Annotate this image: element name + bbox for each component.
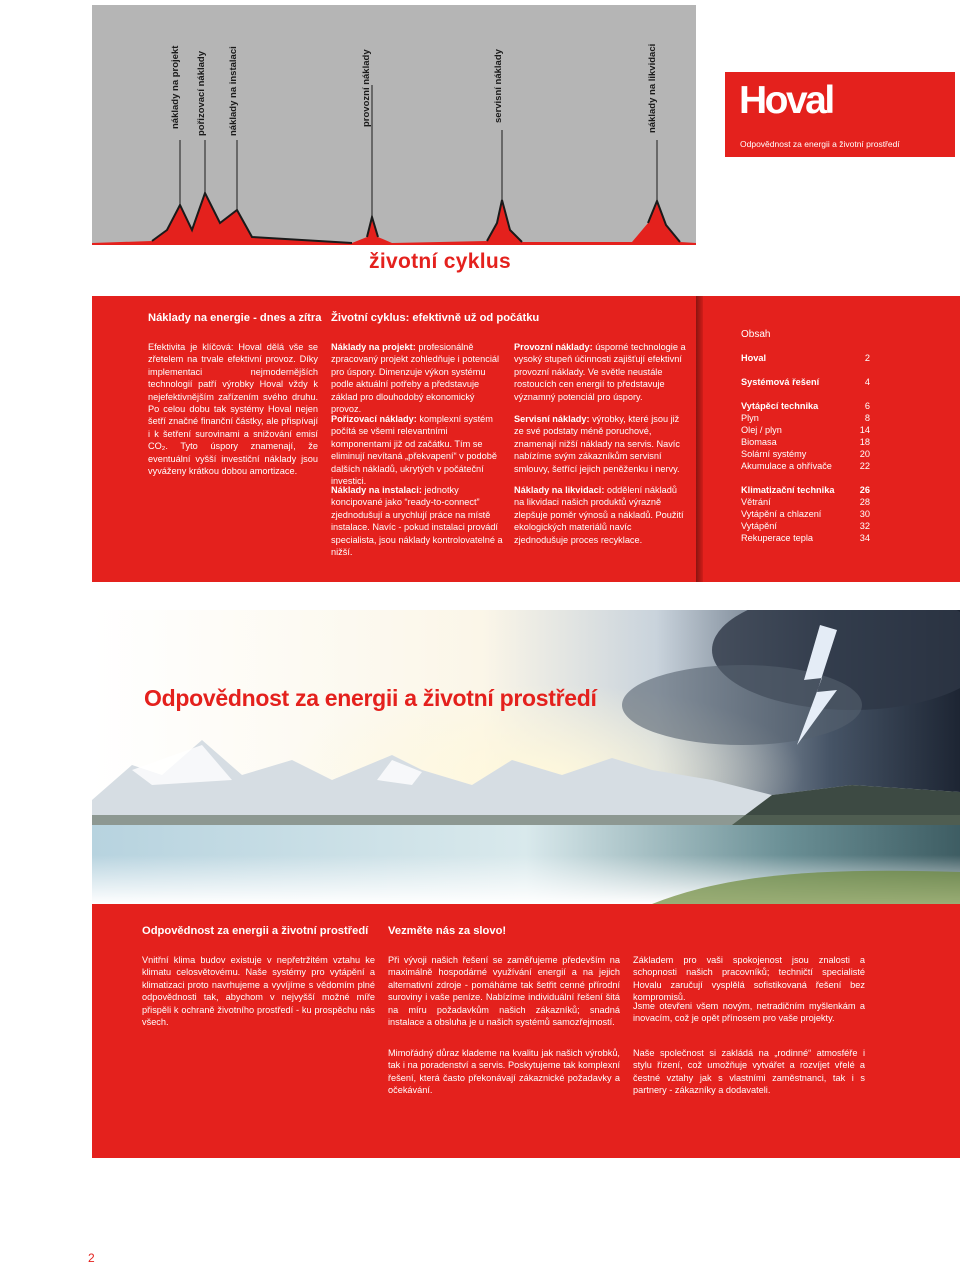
toc-item-label: Klimatizační technika bbox=[741, 485, 835, 495]
toc-item-page: 4 bbox=[864, 377, 870, 387]
lifecycle-chart bbox=[92, 5, 696, 245]
item-instalace-label: Náklady na instalaci: bbox=[331, 485, 422, 495]
toc-item-label: Hoval bbox=[741, 353, 767, 363]
lifecycle-label-instalace: náklady na instalaci bbox=[228, 46, 239, 136]
toc-item[interactable] bbox=[741, 401, 870, 411]
toc-item-page: 30 bbox=[859, 509, 870, 519]
page-number: 2 bbox=[88, 1251, 95, 1265]
toc-item-page: 22 bbox=[859, 461, 870, 471]
toc-item[interactable] bbox=[741, 461, 870, 471]
toc-item-page: 26 bbox=[859, 485, 870, 495]
toc-item[interactable] bbox=[741, 449, 870, 459]
toc-item-label: Rekuperace tepla bbox=[741, 533, 814, 543]
family-text: Naše společnost si zakládá na „rodinné“ atmosféře i stylu řízení, což umožňuje vytvářet a rozvíjet vřelé a čestné vztahy jak s vlastními zaměstnanci, tak i s partnery - zákazníky a dodavateli. bbox=[633, 1048, 865, 1096]
take-our-word-text-2: Mimořádný důraz klademe na kvalitu jak našich výrobků, tak i na poradenství a servis. Poskytujeme tak komplexní řešení, která často překonávají zákaznické požadavky a očekávání. bbox=[388, 1048, 620, 1096]
toc-item-label: Systémová řešení bbox=[741, 377, 820, 387]
responsibility-text: Vnitřní klima budov existuje v nepřetržitém vztahu ke klimatu celosvětovému. Naše systémy pro vytápění a klimatizaci proto navrhujeme a vyvíjíme s vědomím plné odpovědnosti tak, abychom v nejvyšší možné míře přispěli k ochraně životního prostředí - ku prospěchu nás všech. bbox=[142, 955, 375, 1028]
toc-item-page: 14 bbox=[859, 425, 870, 435]
item-instalace bbox=[331, 484, 503, 558]
toc-item-page: 18 bbox=[859, 437, 870, 447]
toc-item-label: Solární systémy bbox=[741, 449, 807, 459]
toc-item-page: 28 bbox=[859, 497, 870, 507]
take-our-word-heading: Vezměte nás za slovo! bbox=[388, 925, 507, 937]
lifecycle-label-provozni: provozní náklady bbox=[361, 49, 372, 127]
toc-item[interactable] bbox=[741, 413, 870, 423]
item-provozni-text: úsporné technologie a vysoký stupeň účinnosti zajišťují efektivní provozní náklady. Ve světle neustále rostoucích cen energií to představuje významný potenciál pro úspory. bbox=[514, 342, 686, 402]
toc-item[interactable] bbox=[741, 353, 870, 363]
toc-item-label: Vytápění bbox=[741, 521, 777, 531]
toc-item[interactable] bbox=[741, 437, 870, 447]
item-likvidace bbox=[514, 484, 688, 546]
toc-item-page: 32 bbox=[859, 521, 870, 531]
openness-text: Jsme otevřeni všem novým, netradičním myšlenkám a inovacím, což je opět přínosem pro vaše projekty. bbox=[633, 1001, 865, 1024]
item-instalace-text: jednotky koncipované jako “ready-to-connect” zjednodušují a urychlují práce na místě instalace. Navíc - pokud instalaci provádí specialista, jsou náklady kontrolovatelné a nižší. bbox=[331, 485, 503, 558]
item-projekt-text: profesionálně zpracovaný projekt zohledňuje i potenciál pro úspory. Dimenzuje výkon systému podle aktuální potřeby a představuje základ pro dlouhodobý ekonomický provoz. bbox=[331, 342, 500, 415]
item-likvidace-label: Náklady na likvidaci: bbox=[514, 485, 605, 495]
toc-item-page: 6 bbox=[864, 401, 870, 411]
toc-item-label: Vytápění a chlazení bbox=[741, 509, 822, 519]
lifecycle-label-servisni: servisní náklady bbox=[493, 49, 504, 123]
toc-item-label: Biomasa bbox=[741, 437, 777, 447]
responsibility-heading: Odpovědnost za energii a životní prostředí bbox=[142, 925, 369, 937]
lifecycle-label-projekt: náklady na projekt bbox=[170, 45, 181, 129]
toc-item[interactable] bbox=[741, 533, 870, 543]
item-likvidace-text: oddělení nákladů na likvidaci našich produktů výrazně zlepšuje poměr výnosů a nákladů. Použití ekologických materiálů navíc zjednodušuje proces recyklace. bbox=[514, 485, 684, 545]
toc-item-page: 34 bbox=[859, 533, 870, 543]
responsibility-band bbox=[92, 904, 960, 1158]
item-provozni bbox=[514, 341, 688, 403]
logo-tagline: Odpovědnost za energii a životní prostředí bbox=[740, 139, 900, 149]
item-servisni-label: Servisní náklady: bbox=[514, 414, 590, 424]
item-servisni bbox=[514, 413, 688, 475]
toc-item-page: 2 bbox=[864, 353, 870, 363]
foundation-text: Základem pro vaši spokojenost jsou znalosti a schopnosti našich pracovníků; techničtí specialisté Hovalu zaručují vysplělá sofistikovaná řešení bez kompromisů. bbox=[633, 955, 865, 1003]
item-projekt bbox=[331, 341, 503, 415]
band-fold-shadow bbox=[696, 296, 703, 582]
toc-item[interactable] bbox=[741, 485, 870, 495]
toc-item[interactable] bbox=[741, 509, 870, 519]
hoval-logo: Hoval bbox=[739, 79, 833, 122]
energy-costs-text: Efektivita je klíčová: Hoval dělá vše se zřetelem na trvale efektivní provoz. Díky implementaci nejmodernějších technologií patří výrobky Hoval vždy k nejefektivnějším zařízením svého druhu. Po celou dobu tak systémy Hoval nejen šetří značné finanční částky, ale přispívají i k šetření surovinami a snižování emisí CO₂. Tyto úspory znamenají, že eventuální vyšší investiční náklady jsou vyváženy krátkou dobou amortizace. bbox=[148, 342, 318, 477]
lifecycle-diagram bbox=[92, 5, 696, 245]
toc-item[interactable] bbox=[741, 521, 870, 531]
toc-item-label: Plyn bbox=[741, 413, 759, 423]
lifecycle-heading: Životní cyklus: efektivně už od počátku bbox=[331, 312, 540, 324]
toc-title: Obsah bbox=[741, 329, 771, 340]
take-our-word-text-1: Při vývoji našich řešení se zaměřujeme především na maximálně hospodárné využívání energií a na jejich alternativní zdroje - pomáháme tak šetřit cenné přírodní suroviny i vaše peníze. Nabízíme individuální řešení šitá na míru požadavkům našich zákazníků; snadná instalace a obsluha je u našich systémů samozřejmostí. bbox=[388, 955, 620, 1028]
lifecycle-label-likvidace: náklady na likvidaci bbox=[647, 43, 658, 133]
toc-item-page: 8 bbox=[864, 413, 870, 423]
toc-item-label: Akumulace a ohřívače bbox=[741, 461, 832, 471]
lifecycle-title: životní cyklus bbox=[369, 250, 511, 273]
item-projekt-label: Náklady na projekt: bbox=[331, 342, 416, 352]
lifecycle-label-porizovaci: pořizovací náklady bbox=[196, 50, 207, 136]
landscape-illustration bbox=[92, 610, 960, 904]
toc-item[interactable] bbox=[741, 425, 870, 435]
item-porizovaci-label: Pořizovací náklady: bbox=[331, 414, 417, 424]
landscape-image bbox=[92, 610, 960, 904]
item-provozni-label: Provozní náklady: bbox=[514, 342, 593, 352]
item-porizovaci bbox=[331, 413, 503, 487]
toc-item[interactable] bbox=[741, 497, 870, 507]
toc-item-page: 20 bbox=[859, 449, 870, 459]
lifecycle-area bbox=[92, 193, 696, 245]
toc-item-label: Větrání bbox=[741, 497, 771, 507]
logo-panel bbox=[725, 72, 955, 157]
item-servisni-text: výrobky, které jsou již ze své podstaty méně poruchové, znamenají nižší náklady na servis. Navíc nabízíme svým zákazníkům servisní smlouvy, šetřící jejich peněženku i nervy. bbox=[514, 414, 680, 474]
toc-item-label: Olej / plyn bbox=[741, 425, 782, 435]
toc-item[interactable] bbox=[741, 377, 870, 387]
hero-title: Odpovědnost za energii a životní prostředí bbox=[144, 685, 597, 711]
item-porizovaci-text: komplexní systém počítá se všemi relevantními komponentami již od začátku. Tím se eliminují nevítaná „překvapení“ v podobě dalších nákladů, ukrytých v počáteční investici. bbox=[331, 414, 497, 487]
toc-item-label: Vytápěcí technika bbox=[741, 401, 819, 411]
energy-costs-heading: Náklady na energie - dnes a zítra bbox=[148, 312, 322, 324]
